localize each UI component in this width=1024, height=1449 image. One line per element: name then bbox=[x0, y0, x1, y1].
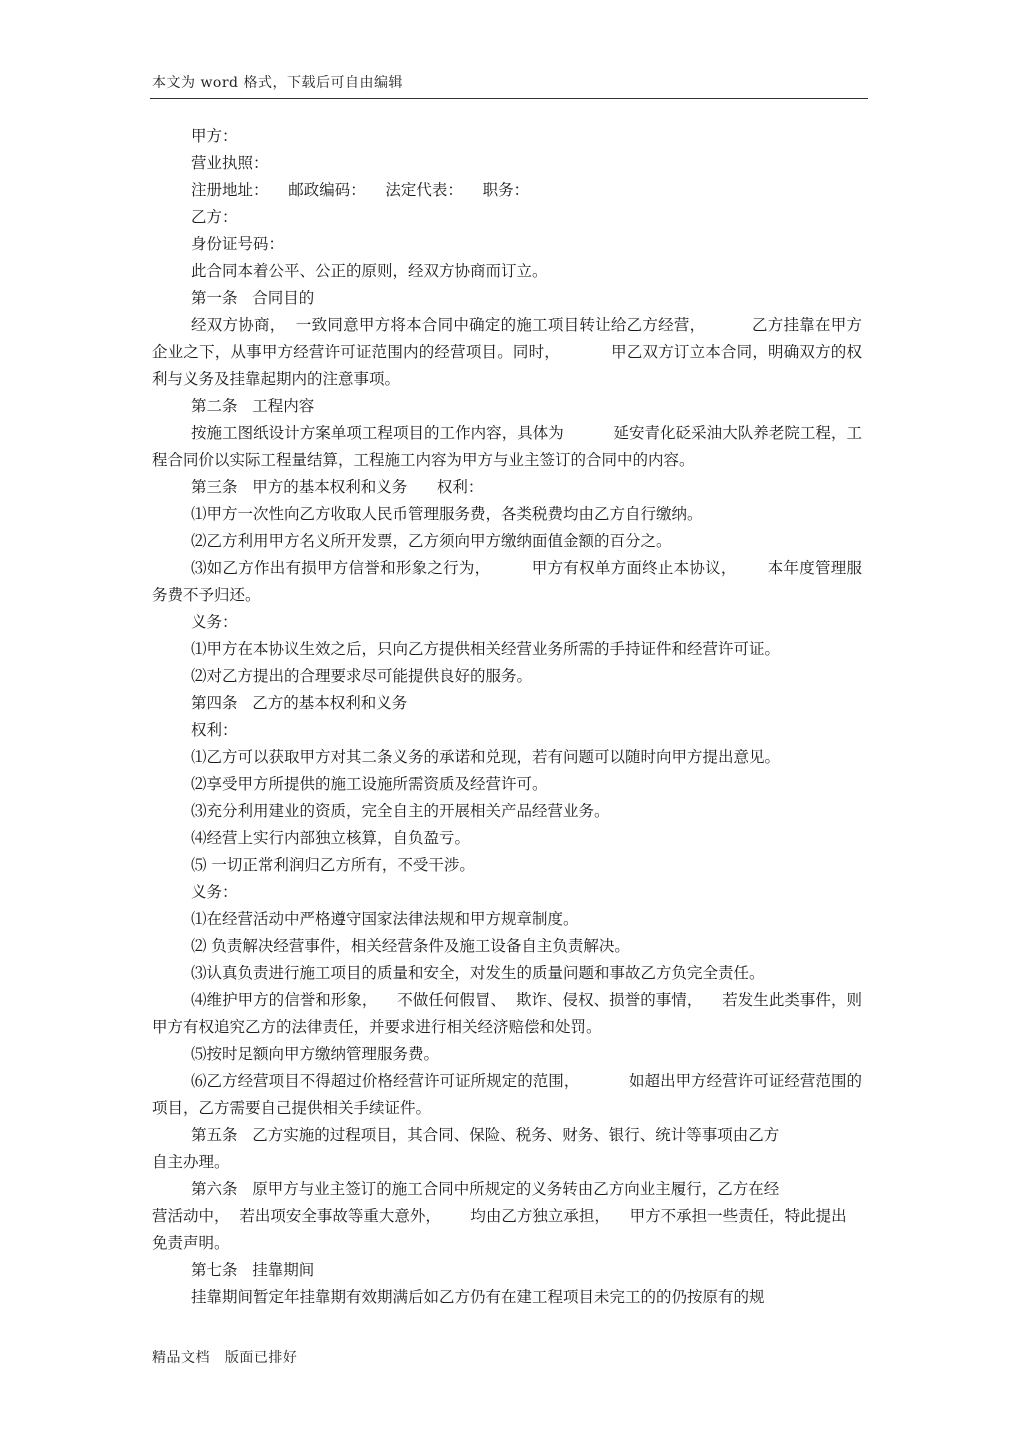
article-4-right-1: ⑴乙方可以获取甲方对其二条义务的承诺和兑现，若有问题可以随时向甲方提出意见。 bbox=[191, 748, 781, 766]
document-body bbox=[152, 123, 862, 1311]
article-4-duty-2: ⑵ 负责解决经营事件，相关经营条件及施工设备自主负责解决。 bbox=[191, 937, 630, 955]
preamble-paragraph: 此合同本着公平、公正的原则，经双方协商而订立。 bbox=[191, 262, 548, 280]
article-4-right-4: ⑷经营上实行内部独立核算，自负盈亏。 bbox=[191, 829, 471, 847]
article-4-right-5: ⑸ 一切正常利润归乙方所有，不受干涉。 bbox=[191, 856, 475, 874]
article-7-paragraph: 挂靠期间暂定年挂靠期有效期满后如乙方仍有在建工程项目未完工的的仍按原有的规 bbox=[191, 1288, 765, 1306]
article-1-paragraph: 经双方协商， 一致同意甲方将本合同中确定的施工项目转让给乙方经营， 乙方挂靠在甲方企业之下，从事甲方经营许可证范围内的经营项目。同时， 甲乙双方订立本合同，明确双方的权利与义务及挂靠起期内的注意事项。 bbox=[152, 316, 862, 388]
page-footer: 精品文档 版面已排好 bbox=[152, 1350, 298, 1366]
article-3-duty-1: ⑴甲方在本协议生效之后，只向乙方提供相关经营业务所需的手持证件和经营许可证。 bbox=[191, 640, 781, 658]
article-7-heading: 第七条 挂靠期间 bbox=[191, 1261, 315, 1279]
article-4-right-2: ⑵享受甲方所提供的施工设施所需资质及经营许可。 bbox=[191, 775, 548, 793]
article-3-right-3: ⑶如乙方作出有损甲方信誉和形象之行为， 甲方有权单方面终止本协议， 本年度管理服务费不予归还。 bbox=[152, 559, 862, 604]
article-3-duty-2: ⑵对乙方提出的合理要求尽可能提供良好的服务。 bbox=[191, 667, 533, 685]
article-6-paragraph: 第六条 原甲方与业主签订的施工合同中所规定的义务转由乙方向业主履行，乙方在经 营活动中， 若出项安全事故等重大意外， 均由乙方独立承担， 甲方不承担一些责任，特此提出免责声明。 bbox=[152, 1180, 847, 1252]
article-1-heading: 第一条 合同目的 bbox=[191, 289, 315, 307]
header-divider bbox=[150, 98, 868, 99]
article-4-duty-1: ⑴在经营活动中严格遵守国家法律法规和甲方规章制度。 bbox=[191, 910, 579, 928]
party-a-line: 甲方： bbox=[191, 127, 238, 145]
article-4-right-3: ⑶充分利用建业的资质，完全自主的开展相关产品经营业务。 bbox=[191, 802, 610, 820]
article-4-duty-6: ⑹乙方经营项目不得超过价格经营许可证所规定的范围， 如超出甲方经营许可证经营范围的项目，乙方需要自己提供相关手续证件。 bbox=[152, 1072, 862, 1117]
article-5-paragraph: 第五条 乙方实施的过程项目，其合同、保险、税务、财务、银行、统计等事项由乙方 自主办理。 bbox=[152, 1126, 780, 1171]
article-4-heading: 第四条 乙方的基本权利和义务 bbox=[191, 694, 408, 712]
article-3-duties-label: 义务： bbox=[191, 613, 238, 631]
article-2-heading: 第二条 工程内容 bbox=[191, 397, 315, 415]
article-4-duty-3: ⑶认真负责进行施工项目的质量和安全，对发生的质量问题和事故乙方负完全责任。 bbox=[191, 964, 765, 982]
article-3-right-2: ⑵乙方利用甲方名义所开发票，乙方须向甲方缴纳面值金额的百分之。 bbox=[191, 532, 672, 550]
business-license-line: 营业执照： bbox=[191, 154, 269, 172]
article-3-right-1: ⑴甲方一次性向乙方收取人民币管理服务费，各类税费均由乙方自行缴纳。 bbox=[191, 505, 703, 523]
id-number-line: 身份证号码： bbox=[191, 235, 285, 253]
article-4-duty-4: ⑷维护甲方的信誉和形象， 不做任何假冒、 欺诈、侵权、损誉的事情， 若发生此类事件，则甲方有权追究乙方的法律责任，并要求进行相关经济赔偿和处罚。 bbox=[152, 991, 862, 1036]
article-4-rights-label: 权利： bbox=[191, 721, 238, 739]
article-3-heading: 第三条 甲方的基本权利和义务 权利： bbox=[191, 478, 484, 496]
registration-info-line: 注册地址： 邮政编码： 法定代表： 职务： bbox=[191, 181, 530, 199]
article-2-paragraph: 按施工图纸设计方案单项工程项目的工作内容，具体为 延安青化砭采油大队养老院工程，工程合同价以实际工程量结算，工程施工内容为甲方与业主签订的合同中的内容。 bbox=[152, 424, 862, 469]
page-header: 本文为 word 格式，下载后可自由编辑 bbox=[152, 75, 403, 91]
party-b-line: 乙方： bbox=[191, 208, 238, 226]
article-4-duties-label: 义务： bbox=[191, 883, 238, 901]
article-4-duty-5: ⑸按时足额向甲方缴纳管理服务费。 bbox=[191, 1045, 440, 1063]
